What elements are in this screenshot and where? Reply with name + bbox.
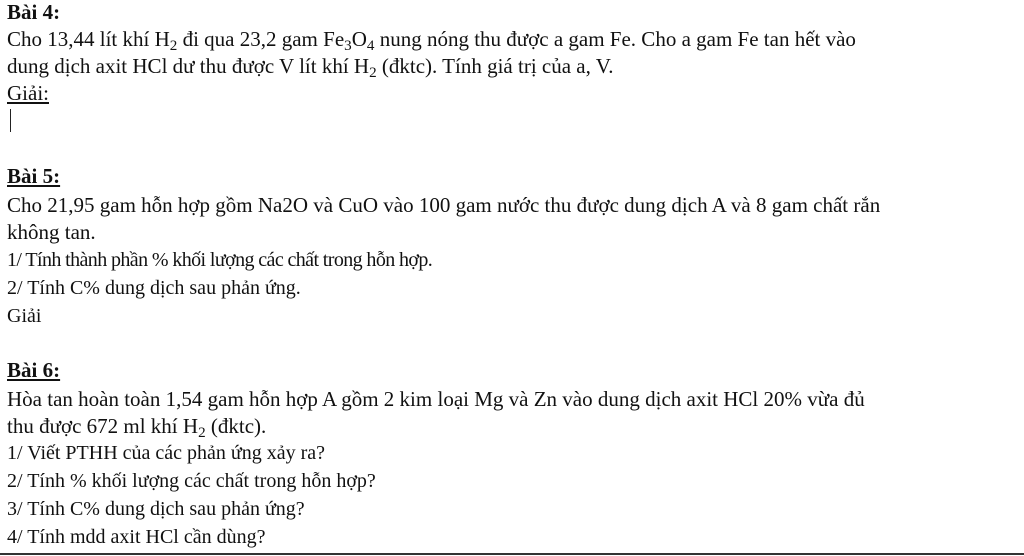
text-run: nung nóng thu được a gam Fe. Cho a gam Fe tan hết vào xyxy=(374,27,856,51)
bai6-question-2: 2/ Tính % khối lượng các chất trong hỗn hợp? xyxy=(7,470,376,492)
text-run: đi qua 23,2 gam Fe xyxy=(177,27,345,51)
bai5-text-line-1: Cho 21,95 gam hỗn hợp gồm Na2O và CuO vào 100 gam nước thu được dung dịch A và 8 gam chất rắn xyxy=(7,193,881,217)
bai4-text-line-1 xyxy=(7,27,856,54)
text-cursor[interactable] xyxy=(10,109,11,132)
subscript: 2 xyxy=(198,424,206,441)
subscript: 2 xyxy=(369,64,377,81)
bai4-answer-label: Giải: xyxy=(7,81,49,105)
bai5-text-line-2: không tan. xyxy=(7,220,96,244)
bai5-question-2: 2/ Tính C% dung dịch sau phản ứng. xyxy=(7,277,301,299)
bai6-text-line-2 xyxy=(7,414,267,441)
text-run: O xyxy=(351,27,367,51)
text-run: (đktc). Tính giá trị của a, V. xyxy=(376,54,614,78)
bai5-answer-label: Giải xyxy=(7,305,42,327)
text-run: thu được 672 ml khí H xyxy=(7,414,199,438)
bai4-text-line-2 xyxy=(7,54,614,81)
subscript: 3 xyxy=(344,37,352,54)
text-run: Cho 13,44 lít khí H xyxy=(7,27,170,51)
bai5-question-1: 1/ Tính thành phần % khối lượng các chất trong hỗn hợp. xyxy=(7,249,433,271)
bai4-title: Bài 4: xyxy=(7,0,61,24)
text-run: dung dịch axit HCl dư thu được V lít khí H xyxy=(7,54,370,78)
bai6-question-3: 3/ Tính C% dung dịch sau phản ứng? xyxy=(7,498,305,520)
bai6-text-line-1: Hòa tan hoàn toàn 1,54 gam hỗn hợp A gồm 2 kim loại Mg và Zn vào dung dịch axit HCl 20% vừa đủ xyxy=(7,387,865,411)
page-bottom-rule xyxy=(0,553,1024,555)
subscript: 2 xyxy=(169,37,178,54)
bai5-title: Bài 5: xyxy=(7,164,61,188)
text-run: (đktc). xyxy=(205,414,267,438)
subscript: 4 xyxy=(366,37,375,54)
bai6-question-1: 1/ Viết PTHH của các phản ứng xảy ra? xyxy=(7,442,326,464)
bai6-question-4: 4/ Tính mdd axit HCl cần dùng? xyxy=(7,526,266,548)
bai6-title: Bài 6: xyxy=(7,358,61,382)
